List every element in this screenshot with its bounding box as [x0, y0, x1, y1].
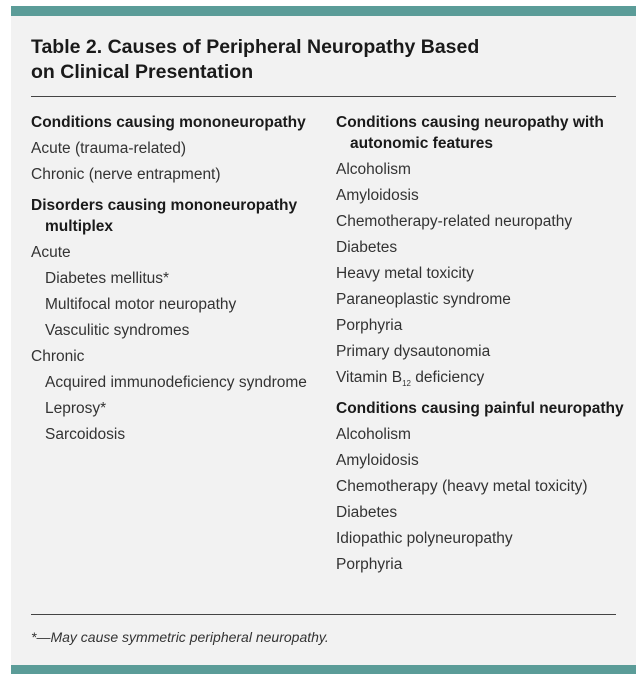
list-item: Multifocal motor neuropathy — [45, 296, 237, 313]
bottom-accent-bar — [11, 665, 636, 674]
footnote: *—May cause symmetric peripheral neuropathy. — [31, 629, 329, 645]
table-panel — [11, 6, 636, 674]
table-title-line1: Table 2. Causes of Peripheral Neuropathy Based — [31, 36, 480, 58]
list-item: Leprosy* — [45, 400, 107, 417]
list-item: Chemotherapy (heavy metal toxicity) — [336, 478, 588, 495]
list-item: Primary dysautonomia — [336, 343, 491, 360]
list-item: Diabetes — [336, 239, 398, 256]
list-item: Chemotherapy-related neuropathy — [336, 213, 573, 230]
list-item: Porphyria — [336, 556, 403, 573]
list-item: Diabetes mellitus* — [45, 270, 170, 287]
list-item-vitamin-b12 — [336, 367, 626, 388]
table-title — [31, 35, 591, 85]
bottom-divider — [31, 614, 616, 615]
list-item: Amyloidosis — [336, 187, 419, 204]
list-item: Acquired immunodeficiency syndrome — [45, 374, 307, 391]
vitamin-text: Vitamin B — [336, 369, 403, 386]
right-column — [336, 112, 626, 575]
list-item: Paraneoplastic syndrome — [336, 291, 511, 308]
vitamin-subscript: 12 — [402, 379, 411, 389]
list-item: Alcoholism — [336, 426, 411, 443]
top-accent-bar — [11, 6, 636, 16]
list-item: Chronic (nerve entrapment) — [31, 166, 221, 183]
section-heading-mononeuropathy-multiplex: Disorders causing mononeuropathy multiplex — [31, 197, 298, 235]
list-item: Idiopathic polyneuropathy — [336, 530, 513, 547]
list-item: Amyloidosis — [336, 452, 419, 469]
section-heading-mononeuropathy: Conditions causing mononeuropathy — [31, 114, 306, 131]
table-title-line2: on Clinical Presentation — [31, 61, 254, 83]
list-item: Diabetes — [336, 504, 398, 521]
list-item: Porphyria — [336, 317, 403, 334]
list-item: Heavy metal toxicity — [336, 265, 474, 282]
subgroup-label-acute: Acute — [31, 244, 71, 261]
vitamin-suffix: deficiency — [410, 369, 485, 386]
list-item: Alcoholism — [336, 161, 411, 178]
top-divider — [31, 96, 616, 97]
subgroup-label-chronic: Chronic — [31, 348, 85, 365]
list-item: Vasculitic syndromes — [45, 322, 190, 339]
section-heading-autonomic-features: Conditions causing neuropathy with autonomic features — [336, 114, 604, 152]
left-column — [31, 112, 321, 445]
list-item: Acute (trauma-related) — [31, 140, 187, 157]
list-item: Sarcoidosis — [45, 426, 126, 443]
section-heading-painful-neuropathy: Conditions causing painful neuropathy — [336, 400, 624, 417]
